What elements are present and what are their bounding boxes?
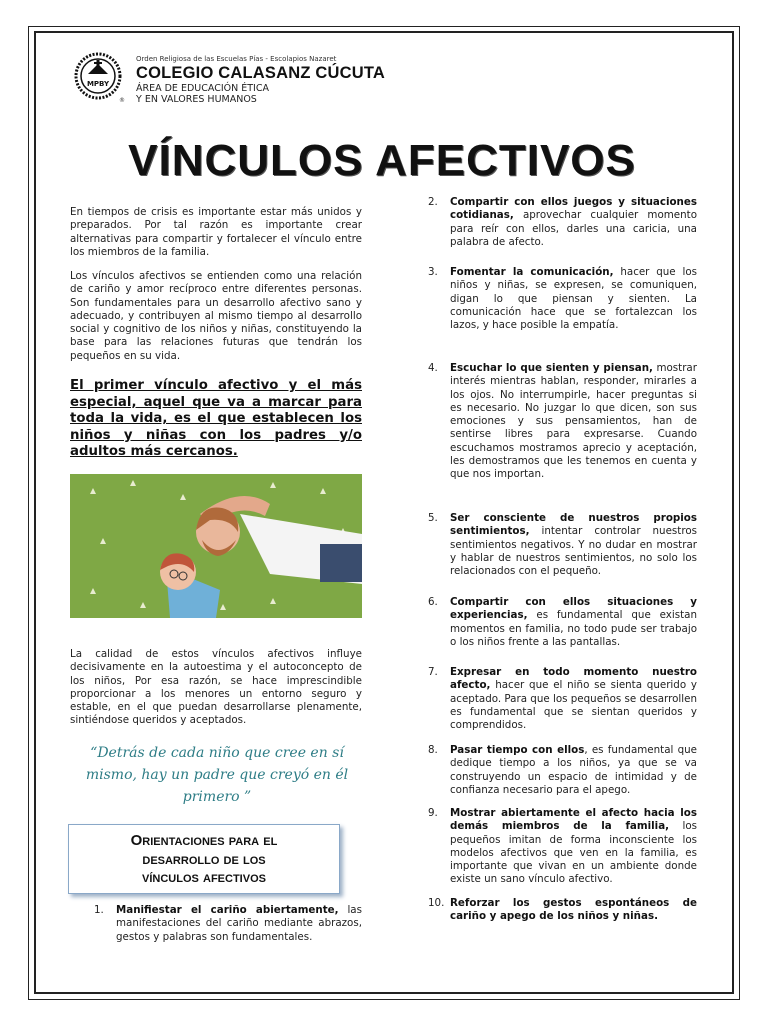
item-heading: Manifiestar el cariño abiertamente,	[116, 904, 339, 916]
item-number: 2.	[428, 196, 438, 208]
item-body: , es fundamental que dedique tiempo a los niños, ya que se va construyendo un espacio de intimidad y de confianza necesario para el apego.	[450, 744, 697, 796]
item-body: aprovechar cualquier momento para reír con ellos, darles una caricia, una palabra de afecto.	[450, 209, 697, 248]
item-number: 3.	[428, 266, 438, 278]
orientation-item-2	[428, 196, 697, 249]
logo-text: MPBY	[86, 80, 110, 88]
item-heading: Ser consciente de nuestros propios sentimientos,	[450, 512, 697, 538]
parent-child-illustration	[70, 474, 362, 618]
item-heading: Expresar en todo momento nuestro afecto,	[450, 666, 697, 692]
item-heading: Escuchar lo que sienten y piensan,	[450, 362, 653, 374]
orientations-line-1: Orientaciones para el	[130, 832, 278, 849]
item-number: 1.	[94, 904, 104, 916]
registered-mark: ®	[119, 97, 125, 104]
intro-paragraph-1: En tiempos de crisis es importante estar más unidos y preparados. Por tal razón es importante crear alternativas para compartir y fortalecer el vínculo entre los miembros de la familia.	[70, 206, 362, 258]
item-body: los pequeños imitan de forma inconsciente los modelos afectivos que ven en la familia, es importante que vivan en un ambiente donde existe un sano vínculo afectivo.	[450, 820, 697, 886]
item-number: 9.	[428, 807, 438, 819]
item-heading: Mostrar abiertamente el afecto hacia los demás miembros de la familia,	[450, 807, 697, 833]
item-heading: Fomentar la comunicación,	[450, 266, 614, 278]
quote: “Detrás de cada niño que cree en sí mismo, hay un padre que creyó en él primero ”	[85, 745, 349, 805]
orientation-item-3	[428, 266, 697, 332]
highlight-statement: El primer vínculo afectivo y el más especial, aquel que va a marcar para toda la vida, es el que establecen los niños y niñas con los padres y/o adultos más cercanos.	[70, 378, 362, 460]
item-heading: Compartir con ellos juegos y situaciones cotidianas,	[450, 196, 697, 222]
item-body: mostrar interés mientras hablan, responder, mirarles a los ojos. No interrumpirle, hacer preguntas si es necesario. No juzgar lo que dicen, son sus emociones y sus pensamientos, han de sentirse libres para expresarse. Cuando escuchamos mostramos aprecio y aceptación, les demostramos que les tenemos en cuenta y que nos importan.	[450, 362, 697, 481]
orientations-line-2: desarrollo de los	[142, 850, 266, 868]
school-name: COLEGIO CALASANZ CÚCUTA	[136, 64, 386, 82]
orientations-line-3: vínculos afectivos	[142, 869, 266, 886]
orientation-item-10	[428, 897, 697, 924]
item-number: 4.	[428, 362, 438, 374]
quality-paragraph: La calidad de estos vínculos afectivos influye decisivamente en la autoestima y el autoconcepto de los niños, Por esa razón, se hace imprescindible proporcionar a los menores un entorno seguro y estable, en el que puedan desarrollarse plenamente, sintiéndose queridos y aceptados.	[70, 648, 362, 727]
item-number: 8.	[428, 744, 438, 756]
item-body: hacer que el niño se sienta querido y aceptado. Para que los pequeños se desarrollen es fundamental que se sientan queridos y comprendidos.	[450, 679, 697, 732]
item-number: 5.	[428, 512, 438, 524]
item-body: es fundamental que existan momentos en familia, no todo pude ser trabajo o los niños frente a las pantallas.	[450, 609, 697, 648]
item-body: hacer que los niños y niñas, se expresen, se comuniquen, digan lo que piensan y sienten. La comunicación hace que se fortalezcan los lazos, y hace posible la empatía.	[450, 266, 697, 332]
orientation-item-7	[428, 666, 697, 732]
area-line-1: ÁREA DE EDUCACIÓN ÉTICA	[136, 83, 269, 94]
institution-block	[136, 55, 385, 105]
orientation-item-5	[428, 512, 697, 578]
order-name: Orden Religiosa de las Escuelas Pías - Escolapios Nazaret	[136, 55, 337, 63]
item-number: 7.	[428, 666, 438, 678]
intro-paragraph-2: Los vínculos afectivos se entienden como una relación de cariño y amor recíproco entre diferentes personas. Son fundamentales para un desarrollo afectivo sano y adecuado, y contribuyen al mismo tiempo al desarrollo social y cognitivo de los niños y niñas, constituyendo la base para las relaciones futuras que tendrán los pequeños en su vida.	[70, 270, 362, 362]
item-heading: Reforzar los gestos espontáneos de cariño y apego de los niños y niñas.	[450, 897, 697, 923]
item-body: las manifestaciones del cariño mediante abrazos, gestos y palabras son fundamentales.	[116, 904, 362, 943]
orientation-item-1	[94, 904, 362, 944]
orientation-item-9	[428, 807, 697, 887]
item-heading: Pasar tiempo con ellos	[450, 744, 585, 756]
orientation-item-8	[428, 744, 697, 797]
school-logo	[74, 52, 122, 100]
page-title: VÍNCULOS AFECTIVOS	[128, 136, 636, 185]
item-heading: Compartir con ellos situaciones y experiencias,	[450, 596, 697, 622]
item-number: 6.	[428, 596, 438, 608]
item-body: intentar controlar nuestros sentimientos negativos. Y no dudar en mostrar y hablar de nuestros sentimientos, no solo los relacionados con el pequeño.	[450, 525, 697, 578]
orientations-heading-box	[68, 824, 340, 894]
orientation-item-4	[428, 362, 697, 482]
area-line-2: Y EN VALORES HUMANOS	[136, 94, 257, 105]
orientation-item-6	[428, 596, 697, 649]
item-number: 10.	[428, 897, 445, 909]
